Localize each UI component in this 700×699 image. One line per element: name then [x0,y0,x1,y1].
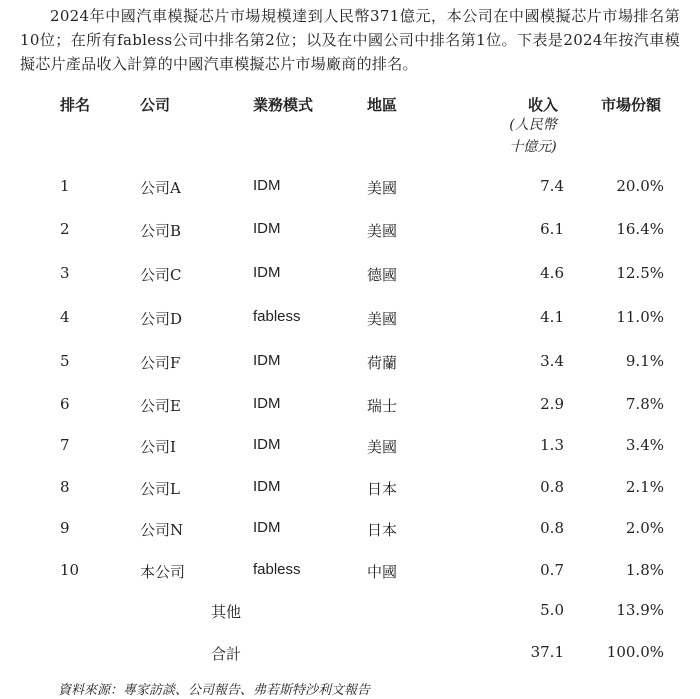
mode-cell: IDM [253,519,281,536]
share-cell: 2.0% [625,519,664,537]
region-cell: 日本 [367,480,398,498]
revenue-cell: 3.4 [540,352,564,370]
revenue-cell: 1.3 [540,436,564,454]
region-cell: 美國 [367,222,398,240]
region-cell: 德國 [367,266,398,284]
revenue-cell: 4.6 [540,264,564,282]
intro-paragraph: 2024年中國汽車模擬芯片市場規模達到人民幣371億元，本公司在中國模擬芯片市場排名第10位；在所有fabless公司中排名第2位；以及在中國公司中排名第1位。下表是2024年按汽車模擬芯片產品收入計算的中國汽車模擬芯片市場廠商的排名。 [20,7,680,73]
table-row [0,308,700,332]
share-cell: 20.0% [616,177,664,195]
table-row [0,220,700,244]
region-cell: 美國 [367,179,398,197]
share-cell: 12.5% [616,264,664,282]
share-cell: 1.8% [625,561,664,579]
rank-cell: 6 [60,395,70,413]
revenue-cell: 0.7 [540,561,564,579]
company-cell: 公司E [140,397,181,415]
others-share: 13.9% [616,601,664,619]
revenue-cell: 4.1 [540,308,564,326]
revenue-unit-line-1: (人民幣 [509,117,557,133]
others-label: 其他 [211,603,242,621]
region-cell: 荷蘭 [367,354,398,372]
company-cell: 公司D [140,310,183,328]
mode-cell: IDM [253,352,281,369]
others-row [0,601,700,625]
table-row [0,395,700,419]
rank-cell: 8 [60,478,70,496]
company-cell: 公司N [140,521,184,539]
header-business-mode: 業務模式 [253,96,314,114]
region-cell: 中國 [367,563,398,581]
revenue-cell: 0.8 [540,478,564,496]
share-cell: 2.1% [625,478,664,496]
source-note: 資料來源：專家訪談、公司報告、弗若斯特沙利文報告 [58,683,371,698]
mode-cell: IDM [253,264,281,281]
region-cell: 瑞士 [367,397,398,415]
revenue-cell: 0.8 [540,519,564,537]
table-row [0,561,700,585]
total-share: 100.0% [606,643,664,661]
region-cell: 美國 [367,438,398,456]
company-cell: 公司F [140,354,181,372]
company-cell: 公司I [140,438,176,456]
mode-cell: IDM [253,220,281,237]
total-revenue: 37.1 [530,643,564,661]
table-row [0,436,700,460]
company-cell: 公司B [140,222,182,240]
header-company: 公司 [140,96,171,114]
company-cell: 公司L [140,480,180,498]
company-cell: 本公司 [140,563,186,581]
mode-cell: IDM [253,478,281,495]
rank-cell: 1 [60,177,70,195]
total-label: 合計 [211,645,242,663]
company-cell: 公司A [140,179,181,197]
rank-cell: 5 [60,352,70,370]
table-row [0,264,700,288]
total-row [0,643,700,667]
region-cell: 美國 [367,310,398,328]
header-rank: 排名 [60,96,91,114]
mode-cell: IDM [253,436,281,453]
rank-cell: 3 [60,264,70,282]
header-revenue: 收入 [528,96,559,114]
revenue-cell: 7.4 [540,177,564,195]
table-row [0,177,700,201]
share-cell: 3.4% [625,436,664,454]
table-row [0,519,700,543]
mode-cell: fabless [253,308,301,325]
mode-cell: IDM [253,177,281,194]
mode-cell: fabless [253,561,301,578]
header-region: 地區 [367,96,398,114]
revenue-unit-line-2: 十億元) [509,139,557,155]
rank-cell: 9 [60,519,70,537]
revenue-cell: 6.1 [540,220,564,238]
others-revenue: 5.0 [540,601,564,619]
rank-cell: 10 [60,561,80,579]
region-cell: 日本 [367,521,398,539]
share-cell: 11.0% [616,308,664,326]
share-cell: 7.8% [625,395,664,413]
header-market-share: 市場份額 [601,96,662,114]
rank-cell: 2 [60,220,70,238]
share-cell: 9.1% [625,352,664,370]
revenue-cell: 2.9 [540,395,564,413]
table-row [0,352,700,376]
table-row [0,478,700,502]
mode-cell: IDM [253,395,281,412]
share-cell: 16.4% [616,220,664,238]
company-cell: 公司C [140,266,182,284]
rank-cell: 4 [60,308,70,326]
rank-cell: 7 [60,436,70,454]
